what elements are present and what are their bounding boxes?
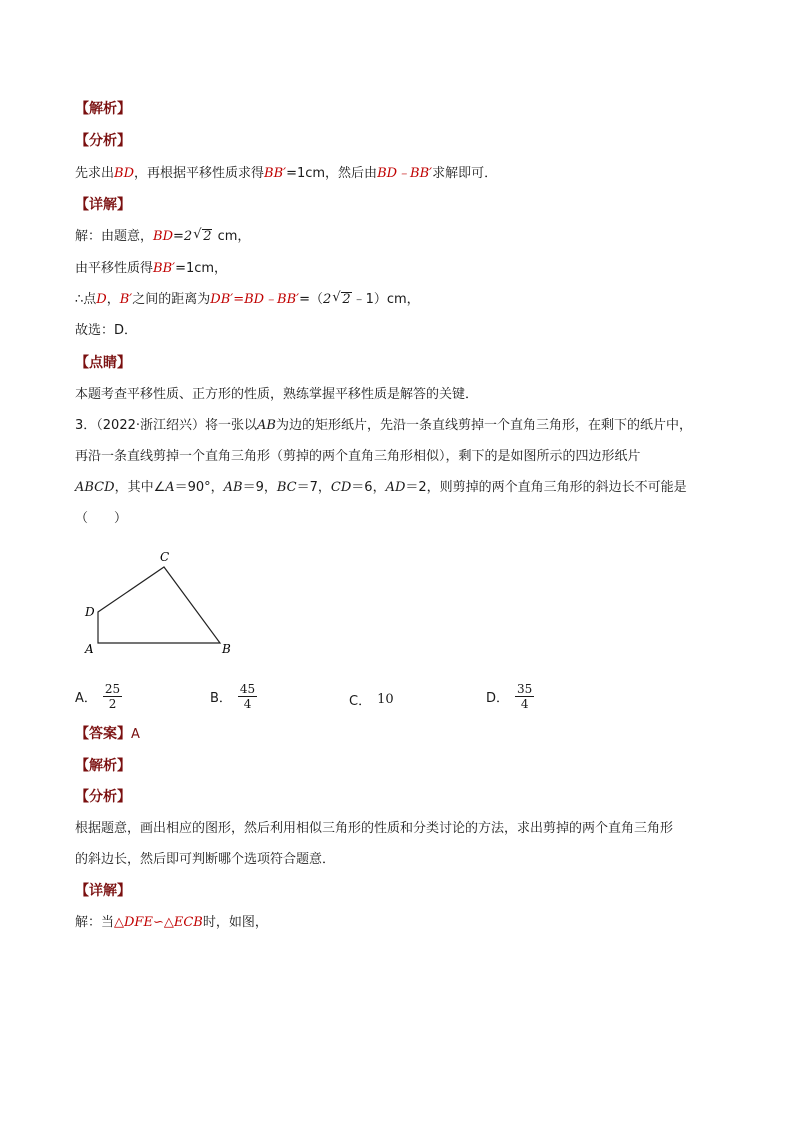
quadrilateral-figure (80, 545, 250, 660)
xiangjie-line-4: 故选：D． (75, 323, 138, 338)
point-bprime: B′ (119, 292, 133, 307)
text-fragment: 由平移性质得 (75, 261, 154, 276)
numerator: 35 (517, 682, 533, 696)
coef: 2 (323, 292, 332, 307)
option-fraction (238, 682, 257, 711)
point-d: D (96, 292, 107, 307)
fenxi-text (75, 165, 497, 183)
option-letter: B． (210, 691, 232, 706)
text-fragment: ＝9， (242, 480, 277, 495)
option-letter: A． (75, 691, 97, 706)
text-fragment: =1cm， (175, 261, 228, 276)
var-bbprime: BB′ (264, 166, 287, 181)
text-fragment: ∴点 (75, 292, 97, 307)
denominator: 2 (108, 697, 117, 711)
option-c[interactable] (349, 690, 394, 709)
var-ab: AB (257, 418, 276, 433)
option-d[interactable] (486, 682, 534, 711)
option-letter: C． (349, 694, 372, 709)
text-fragment: =1cm，然后由 (286, 166, 378, 181)
xiangjie-2-line-1 (75, 914, 268, 932)
text-fragment: 解：当 (75, 915, 115, 930)
option-letter: D． (486, 691, 510, 706)
section-heading-fenxi: 【分析】 (75, 133, 131, 149)
section-heading-xiangjie: 【详解】 (75, 197, 131, 213)
var-bd: BD (153, 229, 173, 244)
label-c: C (160, 550, 170, 564)
question-3-line-1 (75, 417, 692, 435)
fenxi-2-line-1: 根据题意，画出相应的图形，然后利用相似三角形的性质和分类讨论的方法，求出剪掉的两个直角三角形 (75, 821, 674, 836)
var-a: A (165, 480, 175, 495)
option-a[interactable] (75, 682, 122, 711)
numerator: 25 (104, 682, 121, 696)
quadrilateral-abcd (98, 567, 220, 643)
xiangjie-line-2 (75, 260, 227, 278)
text-fragment: cm， (217, 229, 251, 244)
var-cd: CD (330, 480, 352, 495)
text-fragment: 之间的距离为 (132, 292, 211, 307)
var-ab: AB (223, 480, 243, 495)
text-fragment: 先求出 (75, 166, 115, 181)
var-ad: AD (385, 480, 406, 495)
label-b: B (222, 642, 231, 656)
text-fragment: ＝6， (351, 480, 386, 495)
expr-similar-triangles: △DFE∽△ECB (114, 915, 203, 930)
text-fragment: =（ (299, 292, 324, 307)
section-heading-jiexi-2: 【解析】 (75, 758, 131, 774)
expr-db-prime: DB′=BD﹣BB′ (210, 292, 300, 307)
answer-value: A (131, 727, 140, 742)
xiangjie-line-1 (75, 228, 250, 246)
dianjing-text: 本题考查平移性质、正方形的性质，熟练掌握平移性质是解答的关键． (75, 387, 479, 402)
text-fragment: ， (106, 292, 120, 307)
sqrt-expression (193, 228, 212, 246)
var-bbprime: BB′ (153, 261, 176, 276)
answer-line (75, 725, 140, 744)
label-a: A (85, 642, 94, 656)
option-b[interactable] (210, 682, 257, 711)
question-3-blank: （ ） (75, 511, 128, 526)
expr-bd-minus-bbprime: BD﹣BB′ (377, 166, 433, 181)
answer-label: 【答案】 (75, 726, 131, 742)
xiangjie-line-3 (75, 291, 420, 309)
text-fragment: ﹣1）cm， (352, 292, 420, 307)
option-fraction (103, 682, 122, 711)
section-heading-jiexi: 【解析】 (75, 101, 131, 117)
denominator: 4 (520, 697, 529, 711)
sqrt-expression (332, 291, 351, 309)
question-3-line-2: 再沿一条直线剪掉一个直角三角形（剪掉的两个直角三角形相似），剩下的是如图所示的四边形纸片 (75, 449, 641, 464)
section-heading-fenxi-2: 【分析】 (75, 789, 131, 805)
text-fragment: 求解即可． (432, 166, 498, 181)
numerator: 45 (239, 682, 256, 696)
option-fraction (515, 682, 534, 711)
text-fragment: = (173, 229, 184, 244)
section-heading-dianjing: 【点睛】 (75, 355, 131, 371)
fenxi-2-line-2: 的斜边长，然后即可判断哪个选项符合题意． (75, 852, 336, 867)
text-fragment: 解：由题意， (75, 229, 154, 244)
text-fragment: 时，如图， (202, 915, 268, 930)
question-3-line-3 (75, 479, 687, 497)
var-abcd: ABCD (75, 480, 115, 495)
radicand: 2 (203, 229, 212, 244)
var-bd: BD (114, 166, 134, 181)
text-fragment: ＝90°， (174, 480, 224, 495)
radicand: 2 (342, 292, 351, 307)
text-fragment: 3．（2022·浙江绍兴）将一张以 (75, 418, 257, 433)
text-fragment: ，再根据平移性质求得 (134, 166, 265, 181)
text-fragment: ＝2，则剪掉的两个直角三角形的斜边长不可能是 (405, 480, 687, 495)
section-heading-xiangjie-2: 【详解】 (75, 883, 131, 899)
denominator: 4 (243, 697, 252, 711)
text-fragment: 为边的矩形纸片，先沿一条直线剪掉一个直角三角形，在剩下的纸片中， (275, 418, 692, 433)
text-fragment: ，其中∠ (114, 480, 166, 495)
text-fragment: ＝7， (296, 480, 331, 495)
option-value: 10 (377, 692, 394, 707)
label-d: D (85, 605, 95, 619)
var-bc: BC (276, 480, 297, 495)
coef: 2 (183, 229, 193, 244)
